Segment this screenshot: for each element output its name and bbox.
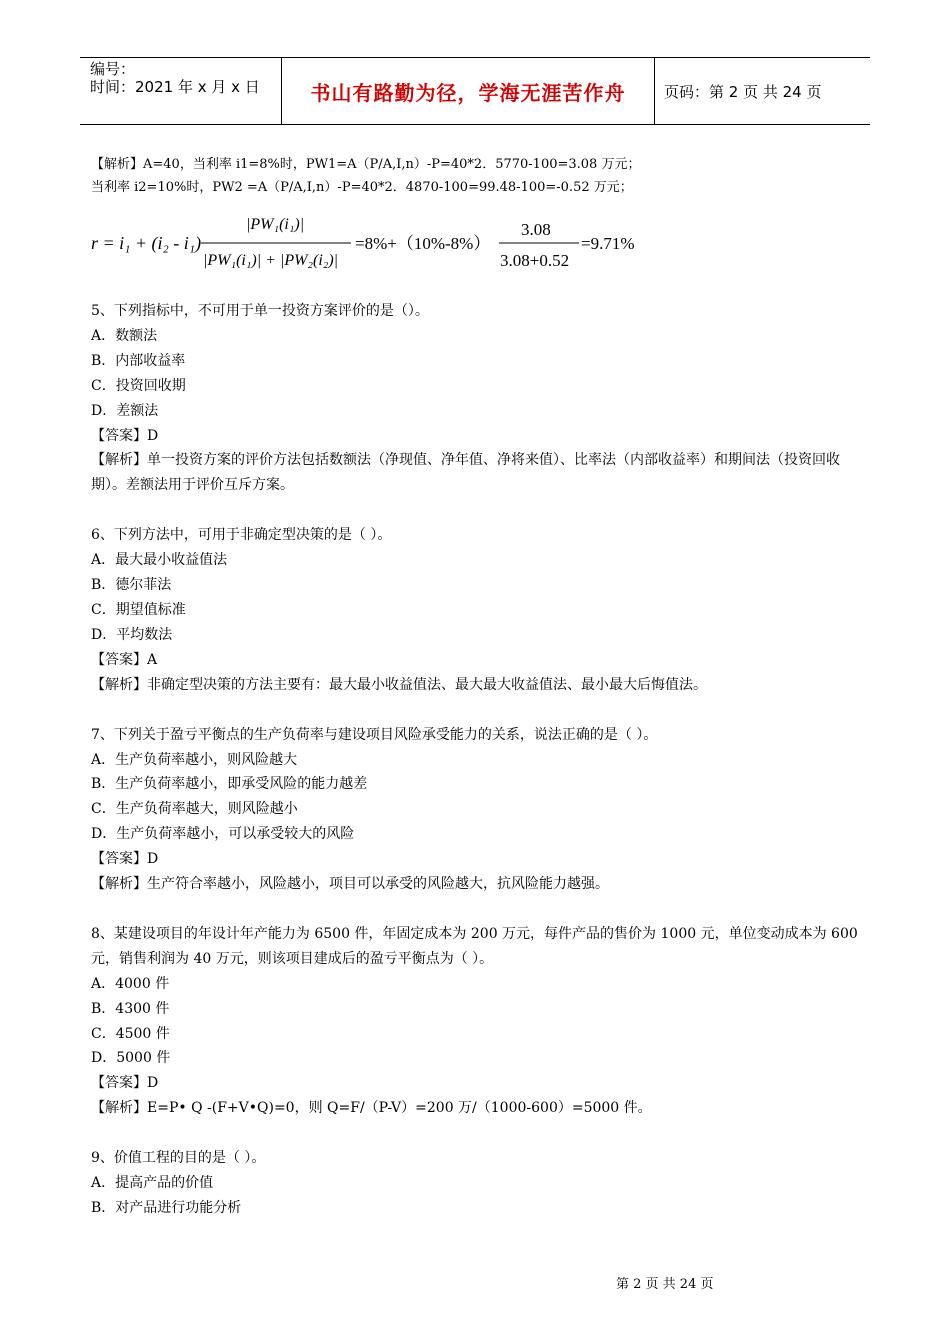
option-d: D．差额法 <box>91 402 159 419</box>
answer: 【答案】D <box>91 427 159 444</box>
question-stem: 8、某建设项目的年设计年产能力为 6500 件，年固定成本为 200 万元，每件产品的售价为 1000 元，单位变动成本为 600 元，销售利润为 40 万元，则该项目建成后的盈亏平衡点为（ ）。 <box>91 925 858 967</box>
answer: 【答案】D <box>91 1075 159 1092</box>
explanation: 【解析】生产符合率越小，风险越小，项目可以承受的风险越大，抗风险能力越强。 <box>91 876 609 893</box>
intro-line-2: 当利率 i2=10%时，PW2 =A（P/A,I,n）-P=40*2．4870-100=99.48-100=-0.52 万元； <box>91 180 633 195</box>
option-a: A．数额法 <box>91 327 158 344</box>
document-body <box>91 153 861 1221</box>
answer: 【答案】A <box>91 651 158 668</box>
option-c: C．4500 件 <box>91 1025 170 1042</box>
question-9 <box>91 1146 861 1221</box>
time-label: 时间：2021 年 x 月 x 日 <box>90 78 260 96</box>
question-stem: 7、下列关于盈亏平衡点的生产负荷率与建设项目风险承受能力的关系，说法正确的是（ ）。 <box>91 726 658 743</box>
option-a: A．4000 件 <box>91 975 170 992</box>
question-stem: 5、下列指标中，不可用于单一投资方案评价的是（）。 <box>91 303 429 319</box>
option-c: C．投资回收期 <box>91 377 186 394</box>
header-page-label: 页码：第 2 页 共 24 页 <box>664 82 822 101</box>
number-label: 编号： <box>90 60 136 78</box>
irr-formula <box>91 203 861 283</box>
formula-mid: =8%+（10%-8%） <box>355 234 491 253</box>
question-8 <box>91 922 861 1121</box>
option-d: D．平均数法 <box>91 626 173 643</box>
question-6 <box>91 523 861 697</box>
explanation: 【解析】单一投资方案的评价方法包括数额法（净现值、净年值、净将来值）、比率法（内部收益率）和期间法（投资回收期）。差额法用于评价互斥方案。 <box>91 452 840 494</box>
option-a: A．生产负荷率越小，则风险越大 <box>91 751 298 768</box>
option-d: D．生产负荷率越小，可以承受较大的风险 <box>91 826 355 843</box>
question-5 <box>91 299 861 498</box>
formula-frac2-num: 3.08 <box>521 220 551 239</box>
header-motto: 书山有路勤为径，学海无涯苦作舟 <box>281 58 655 124</box>
answer: 【答案】D <box>91 851 159 868</box>
header-left-cell <box>80 58 281 124</box>
formula-result: =9.71% <box>581 234 635 253</box>
option-b: B．4300 件 <box>91 1000 170 1017</box>
intro-line-1: 【解析】A=40，当利率 i1=8%时，PW1=A（P/A,I,n）-P=40*2．5770-100=3.08 万元； <box>91 157 641 172</box>
formula-lhs: r = i₁ + (i₂ - i₁) <box>91 233 202 253</box>
explanation: 【解析】非确定型决策的方法主要有：最大最小收益值法、最大最大收益值法、最小最大后悔值法。 <box>91 676 707 693</box>
question-stem: 9、价值工程的目的是（ ）。 <box>91 1150 266 1167</box>
option-b: B．生产负荷率越小，即承受风险的能力越差 <box>91 776 368 793</box>
formula-frac1-den: |PW₁(i₁)| + |PW₂(i₂)| <box>203 252 339 269</box>
option-b: B．对产品进行功能分析 <box>91 1200 242 1216</box>
explanation: 【解析】E=P• Q -(F+V•Q)=0，则 Q=F/（P-V）=200 万/（1000-600）=5000 件。 <box>91 1100 652 1117</box>
option-c: C．生产负荷率越大，则风险越小 <box>91 801 298 818</box>
formula-frac1-num: |PW₁(i₁)| <box>246 216 305 233</box>
footer-page-number: 第 2 页 共 24 页 <box>616 1277 714 1292</box>
option-b: B．内部收益率 <box>91 352 186 369</box>
option-a: A．提高产品的价值 <box>91 1175 214 1192</box>
formula-graphic <box>91 203 691 283</box>
question-7 <box>91 723 861 897</box>
question-stem: 6、下列方法中，可用于非确定型决策的是（ ）。 <box>91 527 392 544</box>
option-b: B．德尔菲法 <box>91 577 172 594</box>
option-d: D．5000 件 <box>91 1050 171 1067</box>
option-a: A．最大最小收益值法 <box>91 552 228 569</box>
option-c: C．期望值标准 <box>91 601 186 618</box>
page-header <box>80 57 870 125</box>
formula-frac2-den: 3.08+0.52 <box>500 251 570 270</box>
